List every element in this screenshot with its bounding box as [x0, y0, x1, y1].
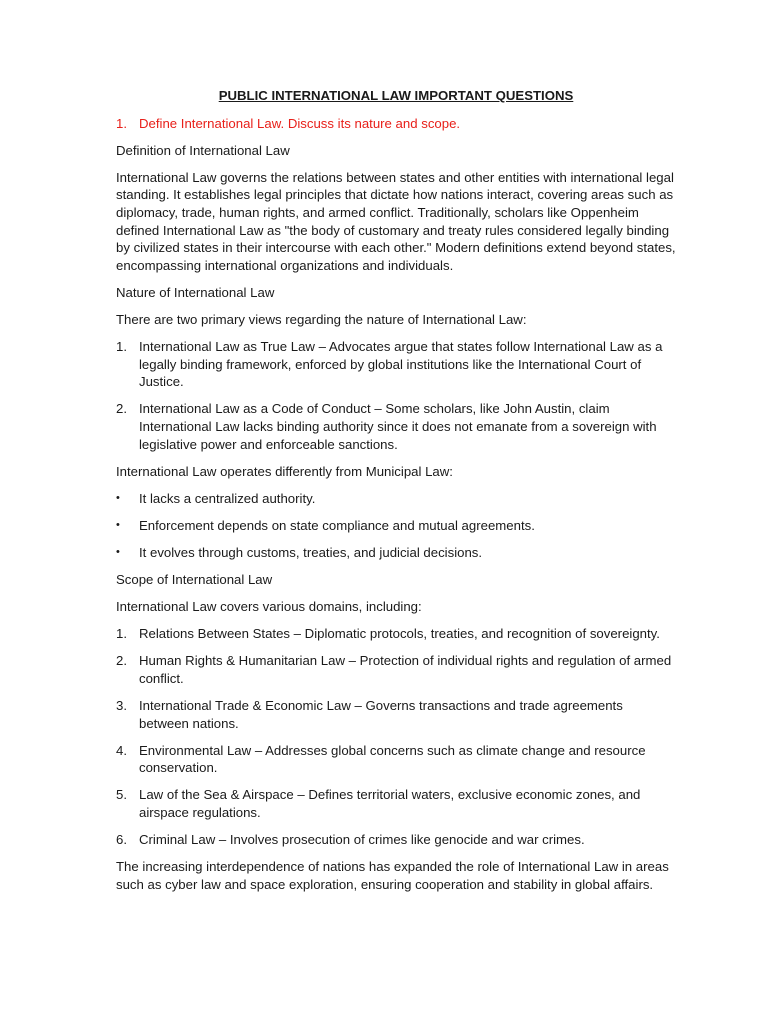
scope-items-list	[116, 625, 676, 848]
list-number: 2.	[116, 653, 127, 669]
list-item	[116, 652, 676, 687]
list-item	[116, 544, 676, 562]
document-title: PUBLIC INTERNATIONAL LAW IMPORTANT QUESTIONS	[218, 88, 574, 103]
list-item-text: International Law as a Code of Conduct – Some scholars, like John Austin, claim International Law lacks binding authority since it does not emanate from a sovereign with legislative power and enforceable sanctions.	[139, 401, 657, 452]
list-item	[116, 831, 676, 849]
municipal-intro: International Law operates differently from Municipal Law:	[116, 463, 453, 479]
list-number: 5.	[116, 787, 127, 803]
list-item	[116, 517, 676, 535]
list-number: 1.	[116, 626, 127, 642]
definition-paragraph: International Law governs the relations between states and other entities with international legal standing. It establishes legal principles that dictate how nations interact, covering areas such as diplomacy, trade, human rights, and armed conflict. Traditionally, scholars like Oppenheim defined International Law as "the body of customary and treaty rules considered legally binding by civilized states in their intercourse with each other." Modern definitions extend beyond states, encompassing international organizations and individuals.	[116, 169, 676, 273]
nature-intro: There are two primary views regarding the nature of International Law:	[116, 311, 527, 327]
list-item	[116, 490, 676, 508]
scope-intro: International Law covers various domains, including:	[116, 599, 422, 615]
list-number: 3.	[116, 697, 127, 713]
bullet-icon: •	[116, 545, 120, 558]
bullet-icon: •	[116, 491, 120, 504]
list-item-text: Human Rights & Humanitarian Law – Protection of individual rights and regulation of armed conflict.	[139, 653, 672, 686]
list-item-text: Relations Between States – Diplomatic protocols, treaties, and recognition of sovereignty.	[139, 626, 660, 642]
list-item	[116, 400, 676, 453]
list-item-text: Criminal Law – Involves prosecution of crimes like genocide and war crimes.	[139, 832, 585, 847]
list-item-text: International Trade & Economic Law – Governs transactions and trade agreements between nations.	[139, 697, 623, 731]
list-item	[116, 697, 676, 732]
list-number: 1.	[116, 339, 127, 355]
list-item-text: Law of the Sea & Airspace – Defines territorial waters, exclusive economic zones, and airspace regulations.	[139, 787, 641, 820]
list-item	[116, 338, 676, 391]
list-item-text: It evolves through customs, treaties, and judicial decisions.	[139, 544, 483, 560]
definition-heading: Definition of International Law	[116, 142, 290, 158]
scope-heading: Scope of International Law	[116, 571, 273, 587]
list-number: 4.	[116, 742, 127, 758]
nature-heading: Nature of International Law	[116, 284, 275, 300]
question-1	[116, 115, 676, 133]
question-number: 1.	[116, 115, 127, 131]
nature-views-list	[116, 338, 676, 453]
list-number: 6.	[116, 832, 127, 847]
question-text: Define International Law. Discuss its nature and scope.	[139, 115, 461, 131]
list-item-text: Enforcement depends on state compliance and mutual agreements.	[139, 517, 535, 533]
municipal-points-list	[116, 490, 676, 562]
list-item-text: Environmental Law – Addresses global concerns such as climate change and resource conservation.	[139, 742, 646, 776]
bullet-icon: •	[116, 518, 120, 531]
list-number: 2.	[116, 401, 127, 417]
list-item-text: It lacks a centralized authority.	[139, 490, 316, 506]
list-item-text: International Law as True Law – Advocates argue that states follow International Law as a legally binding framework, enforced by global institutions like the International Court of Justice.	[139, 339, 663, 390]
list-item	[116, 786, 676, 821]
list-item	[116, 742, 676, 777]
list-item	[116, 625, 676, 643]
document-body	[116, 87, 676, 903]
conclusion-paragraph: The increasing interdependence of nations has expanded the role of International Law in areas such as cyber law and space exploration, ensuring cooperation and stability in global affairs.	[116, 859, 669, 892]
